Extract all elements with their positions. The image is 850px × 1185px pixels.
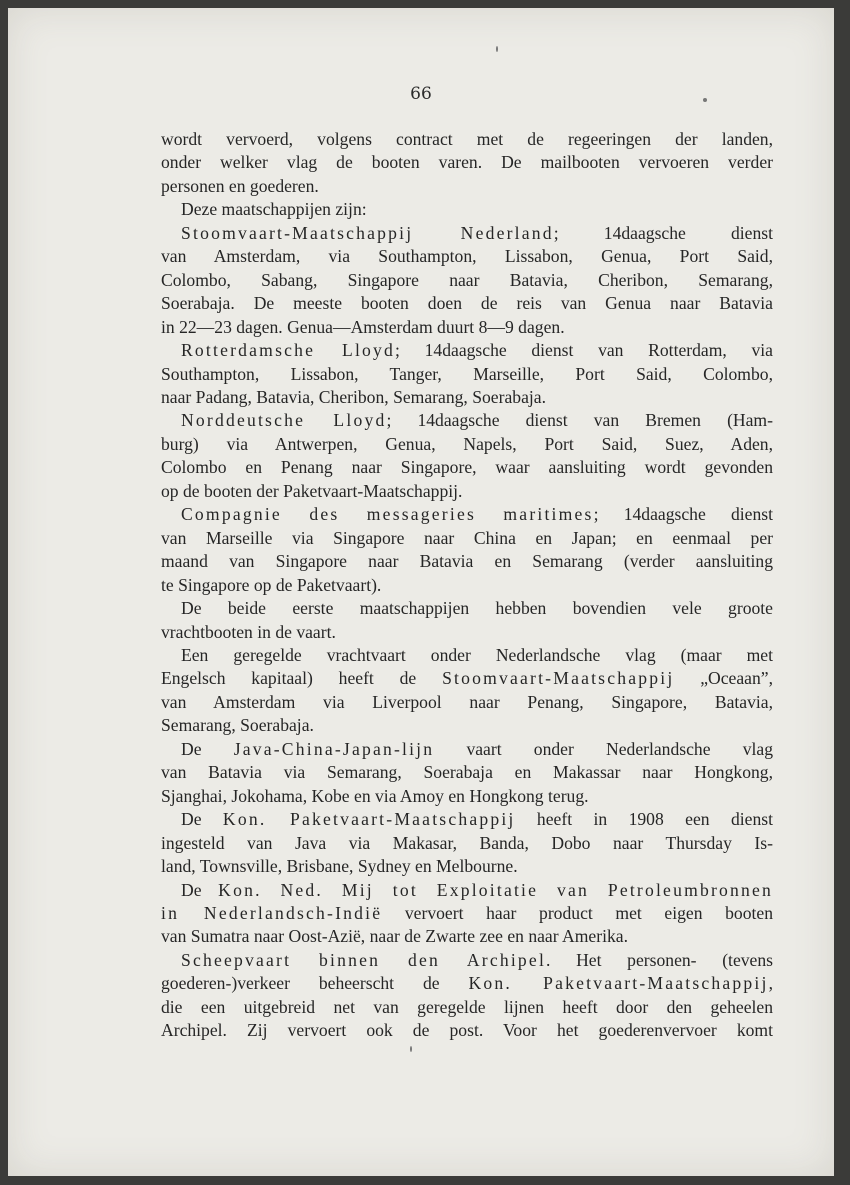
- text-line: [161, 644, 773, 667]
- text-span: ; 14daagsche dienst: [593, 504, 774, 525]
- text-line: [161, 667, 773, 690]
- spaced-emphasis: Stoomvaart-Maatschappij: [442, 668, 675, 689]
- text-line: [161, 996, 773, 1019]
- text-line: [161, 550, 773, 573]
- page-number: 66: [410, 84, 432, 104]
- text-line: [161, 785, 773, 808]
- text-line: [161, 151, 773, 174]
- text-line: [161, 621, 773, 644]
- text-span: in 22—23 dagen. Genua—Amsterdam duurt 8—9 dagen.: [161, 316, 565, 337]
- text-span: maand van Singapore naar Batavia en Semarang (verder aansluiting: [161, 551, 773, 572]
- text-span: van Amsterdam, via Southampton, Lissabon, Genua, Port Said,: [161, 246, 773, 267]
- text-span: ; 14daagsche dienst: [553, 222, 774, 243]
- text-line: [161, 222, 773, 245]
- text-line: [161, 879, 773, 902]
- book-page: [8, 8, 834, 1176]
- text-span: Colombo en Penang naar Singapore, waar aansluiting wordt gevonden: [161, 457, 773, 478]
- paper-speck: [703, 98, 707, 102]
- text-line: [161, 480, 773, 503]
- text-span: „Oceaan”,: [674, 668, 773, 689]
- text-line: [161, 363, 773, 386]
- text-span: Southampton, Lissabon, Tanger, Marseille, Port Said, Colombo,: [161, 363, 773, 384]
- text-span: op de booten der Paketvaart-Maatschappij.: [161, 480, 463, 501]
- text-span: De: [181, 879, 219, 900]
- text-line: [161, 925, 773, 948]
- text-span: vaart onder Nederlandsche vlag: [434, 738, 773, 759]
- text-span: Sjanghai, Jokohama, Kobe en via Amoy en Hongkong terug.: [161, 785, 589, 806]
- text-line: [161, 316, 773, 339]
- text-span: goederen-)verkeer beheerscht de: [161, 973, 469, 994]
- spaced-emphasis: Compagnie des messageries maritimes: [181, 504, 594, 525]
- text-line: [161, 409, 773, 432]
- text-line: [161, 527, 773, 550]
- text-line: [161, 386, 773, 409]
- text-line: [161, 503, 773, 526]
- text-line: [161, 1019, 773, 1042]
- spaced-emphasis: Stoomvaart-Maatschappij Nederland: [181, 222, 554, 243]
- text-span: ingesteld van Java via Makasar, Banda, Dobo naar Thursday Is-: [161, 832, 773, 853]
- spaced-emphasis: Kon. Ned. Mij tot Exploitatie van Petroleumbronnen: [218, 879, 774, 900]
- text-span: ; 14daagsche dienst van Rotterdam, via: [395, 340, 773, 361]
- text-line: [161, 855, 773, 878]
- text-line: [161, 761, 773, 784]
- text-span: van Marseille via Singapore naar China en Japan; en eenmaal per: [161, 527, 773, 548]
- text-line: [161, 597, 773, 620]
- text-span: heeft in 1908 een dienst: [515, 809, 773, 830]
- text-span: die een uitgebreid net van geregelde lijnen heeft door den geheelen: [161, 996, 773, 1017]
- text-line: [161, 808, 773, 831]
- text-span: Engelsch kapitaal) heeft de: [161, 668, 443, 689]
- text-line: [161, 738, 773, 761]
- text-span: personen en goederen.: [161, 175, 319, 196]
- text-span: De beide eerste maatschappijen hebben bovendien vele groote: [181, 598, 773, 619]
- text-span: wordt vervoerd, volgens contract met de regeeringen der landen,: [161, 129, 773, 149]
- text-span: vrachtbooten in de vaart.: [161, 621, 336, 642]
- text-line: [161, 292, 773, 315]
- spaced-emphasis: in Nederlandsch-Indië: [161, 902, 383, 923]
- text-line: [161, 198, 773, 221]
- text-span: naar Padang, Batavia, Cheribon, Semarang, Soerabaja.: [161, 386, 546, 407]
- paper-speck: [410, 1046, 412, 1052]
- spaced-emphasis: Rotterdamsche Lloyd: [181, 340, 396, 361]
- text-span: Colombo, Sabang, Singapore naar Batavia, Cheribon, Semarang,: [161, 269, 773, 290]
- text-span: De: [181, 738, 234, 759]
- text-line: [161, 691, 773, 714]
- text-span: van Sumatra naar Oost-Azië, naar de Zwarte zee en naar Amerika.: [161, 926, 628, 947]
- text-span: van Batavia via Semarang, Soerabaja en Makassar naar Hongkong,: [161, 762, 773, 783]
- text-line: [161, 245, 773, 268]
- text-span: ,: [768, 973, 774, 994]
- paper-speck: [496, 46, 498, 52]
- text-line: [161, 433, 773, 456]
- text-line: [161, 902, 773, 925]
- text-span: . Het personen- (tevens: [546, 949, 773, 970]
- text-span: onder welker vlag de booten varen. De mailbooten vervoeren verder: [161, 152, 773, 173]
- text-line: [161, 832, 773, 855]
- text-line: [161, 339, 773, 362]
- text-span: burg) via Antwerpen, Genua, Napels, Port Said, Suez, Aden,: [161, 433, 773, 454]
- spaced-emphasis: Scheepvaart binnen den Archipel: [181, 949, 547, 970]
- text-span: ; 14daagsche dienst van Bremen (Ham-: [386, 410, 773, 431]
- text-line: [161, 714, 773, 737]
- text-line: [161, 456, 773, 479]
- text-span: Semarang, Soerabaja.: [161, 715, 314, 736]
- text-line: [161, 574, 773, 597]
- text-span: vervoert haar product met eigen booten: [382, 902, 774, 923]
- text-span: Deze maatschappijen zijn:: [181, 199, 367, 220]
- text-line: [161, 128, 773, 151]
- spaced-emphasis: Java-China-Japan-lijn: [233, 738, 435, 759]
- spaced-emphasis: Norddeutsche Lloyd: [181, 410, 387, 431]
- text-span: Een geregelde vrachtvaart onder Nederlandsche vlag (maar met: [181, 644, 773, 665]
- text-line: [161, 175, 773, 198]
- body-text: [161, 128, 773, 1043]
- text-line: [161, 972, 773, 995]
- text-span: Archipel. Zij vervoert ook de post. Voor het goederenvervoer komt: [161, 1020, 773, 1041]
- text-span: te Singapore op de Paketvaart).: [161, 574, 382, 595]
- text-span: van Amsterdam via Liverpool naar Penang, Singapore, Batavia,: [161, 691, 773, 712]
- text-span: Soerabaja. De meeste booten doen de reis van Genua naar Batavia: [161, 293, 773, 314]
- spaced-emphasis: Kon. Paketvaart-Maatschappij: [222, 809, 516, 830]
- text-line: [161, 269, 773, 292]
- text-span: land, Townsville, Brisbane, Sydney en Melbourne.: [161, 856, 518, 877]
- text-line: [161, 949, 773, 972]
- text-span: De: [181, 809, 223, 830]
- spaced-emphasis: Kon. Paketvaart-Maatschappij: [468, 973, 769, 994]
